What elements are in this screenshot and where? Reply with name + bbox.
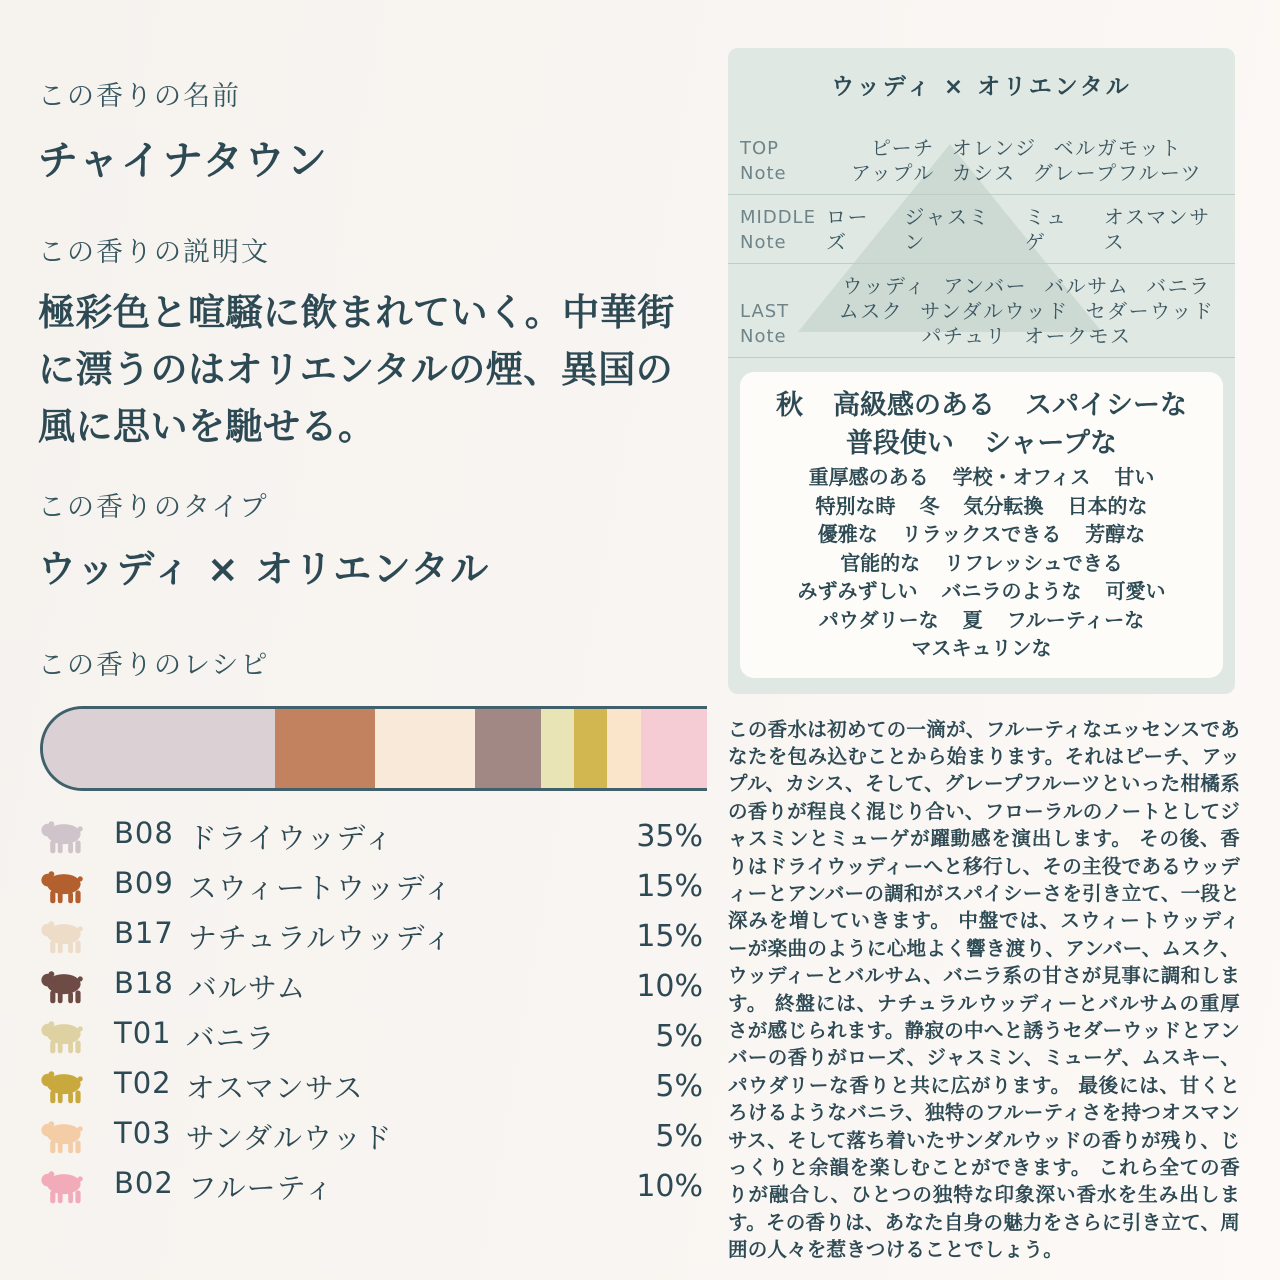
tag-chip[interactable]: 甘い (1114, 465, 1155, 489)
recipe-ingredient-list (38, 811, 703, 1211)
ingredient-percent: 15% (636, 868, 703, 904)
tag-line (750, 387, 1213, 425)
tag-chip[interactable]: 可愛い (1105, 579, 1166, 603)
note-section-top (728, 130, 1235, 195)
ingredient-percent: 5% (655, 1068, 703, 1104)
recipe-row (38, 811, 703, 861)
note-item: ウッディ (842, 274, 927, 298)
note-sub-label: Note (740, 326, 787, 347)
ingredient-code: T02 (114, 1065, 172, 1100)
note-item: オレンジ (951, 136, 1037, 160)
note-label-block (740, 136, 826, 186)
ingredient-code: B18 (114, 965, 174, 1000)
tag-chip[interactable]: 夏 (962, 607, 983, 632)
note-line (826, 299, 1227, 324)
note-item: オスマンサス (1103, 205, 1211, 254)
recipe-row (38, 1111, 703, 1161)
ingredient-code: B08 (114, 815, 174, 850)
note-stage-label: LAST (740, 301, 790, 322)
ingredient-percent: 10% (636, 968, 703, 1004)
tag-chip[interactable]: リフレッシュできる (944, 550, 1123, 575)
note-line (826, 274, 1227, 299)
ingredient-name: スウィートウッディ (187, 870, 454, 905)
recipe-ratio-bar (40, 706, 707, 791)
fragrance-name-label: この香りの名前 (38, 81, 241, 112)
notes-panel-title: ウッディ × オリエンタル (831, 74, 1132, 100)
ingredient-percent: 5% (655, 1018, 703, 1054)
note-item: パチュリ (921, 324, 1007, 348)
note-section-last (728, 264, 1235, 358)
bear-icon (38, 1118, 88, 1155)
tag-chip[interactable]: 優雅な (817, 522, 878, 546)
recipe-bar-segment (475, 709, 541, 788)
note-label-block (740, 205, 826, 255)
ingredient-name: フルーティ (187, 1170, 335, 1205)
tag-chip[interactable]: 芳醇な (1085, 522, 1146, 546)
tag-chip[interactable]: 重厚感のある (808, 465, 929, 489)
recipe-row (38, 1011, 703, 1061)
ingredient-label (114, 1166, 583, 1207)
ingredient-percent: 35% (636, 818, 703, 854)
tag-chip[interactable]: マスキュリンな (911, 636, 1052, 660)
note-stage-label: TOP (740, 138, 780, 159)
note-sub-label: Note (740, 163, 787, 184)
tag-chip[interactable]: 高級感のある (833, 390, 995, 421)
tag-chip[interactable]: バニラのような (941, 579, 1082, 603)
note-stage-label: MIDDLE (740, 207, 816, 228)
tag-chip[interactable]: 秋 (776, 390, 803, 421)
note-lines (826, 205, 1227, 255)
note-lines (826, 136, 1227, 186)
bear-icon (38, 818, 88, 855)
ingredient-code: T03 (114, 1115, 172, 1150)
tag-chip[interactable]: シャープな (983, 428, 1118, 459)
bear-icon (38, 868, 88, 905)
recipe-bar-segment (574, 709, 607, 788)
recipe-bar-segment (275, 709, 375, 788)
note-line (826, 324, 1227, 349)
fragrance-name: チャイナタウン (38, 138, 329, 184)
note-item: セダーウッド (1085, 299, 1215, 323)
ingredient-label (114, 866, 583, 907)
tag-line (750, 549, 1213, 578)
ingredient-label (114, 1016, 583, 1057)
recipe-row (38, 911, 703, 961)
recipe-row (38, 1161, 703, 1211)
note-item: アップル (850, 161, 935, 185)
fragrance-type: ウッディ × オリエンタル (38, 547, 490, 591)
ingredient-code: B17 (114, 915, 174, 950)
ingredient-label (114, 966, 583, 1007)
tag-chip[interactable]: フルーティーな (1006, 607, 1145, 632)
note-line (826, 161, 1227, 186)
recipe-bar-segment (541, 709, 574, 788)
ingredient-name: バニラ (185, 1020, 276, 1055)
tag-line (750, 520, 1213, 549)
note-item: ジャスミン (904, 205, 990, 254)
tag-chip[interactable]: パウダリーな (818, 607, 939, 632)
ingredient-label (114, 1066, 583, 1107)
tag-line (750, 425, 1213, 463)
note-item: サンダルウッド (920, 299, 1069, 323)
tag-line (750, 634, 1213, 663)
recipe-row (38, 1061, 703, 1111)
tag-line (750, 463, 1213, 492)
ingredient-percent: 10% (636, 1168, 703, 1204)
tag-chip[interactable]: 普段使い (845, 428, 954, 459)
recipe-bar-segment (375, 709, 475, 788)
note-label-block (740, 299, 826, 349)
note-lines (826, 274, 1227, 349)
tag-chip[interactable]: 日本的な (1067, 493, 1148, 518)
tag-chip[interactable]: 特別な時 (815, 493, 896, 518)
tag-chip[interactable]: 気分転換 (963, 493, 1044, 518)
note-sub-label: Note (740, 232, 787, 253)
ingredient-code: B02 (114, 1165, 174, 1200)
note-item: オークモス (1023, 324, 1132, 348)
note-line (826, 136, 1227, 161)
ingredient-percent: 15% (636, 918, 703, 954)
tag-line (750, 606, 1213, 635)
ingredient-name: ナチュラルウッディ (187, 920, 454, 955)
recipe-bar-segment (641, 709, 707, 788)
note-item: ムスク (838, 299, 904, 323)
bear-icon (38, 1018, 88, 1055)
note-line (826, 205, 1227, 255)
ingredient-code: T01 (114, 1015, 172, 1050)
note-item: ミュゲ (1024, 205, 1068, 254)
ingredient-name: バルサム (187, 970, 307, 1005)
note-item: ベルガモット (1053, 136, 1183, 160)
recipe-bar-segment (607, 709, 640, 788)
note-item: グレープフルーツ (1032, 161, 1203, 185)
note-section-middle (728, 195, 1235, 264)
notes-panel (728, 48, 1235, 694)
note-item: ローズ (826, 205, 869, 254)
fragrance-type-label: この香りのタイプ (38, 492, 269, 523)
fragrance-recipe-label: この香りのレシピ (38, 650, 270, 681)
tag-chip[interactable]: みずみずしい (797, 579, 918, 603)
note-sections (728, 130, 1235, 358)
note-item: ピーチ (870, 136, 935, 160)
recipe-bar-segment (43, 709, 275, 788)
ingredient-label (114, 1116, 583, 1157)
tag-line (750, 492, 1213, 521)
tags-card (740, 372, 1223, 678)
tag-chip[interactable]: 学校・オフィス (952, 465, 1091, 489)
ingredient-code: B09 (114, 865, 174, 900)
tag-line (750, 577, 1213, 606)
ingredient-name: ドライウッディ (187, 820, 395, 855)
tag-chip[interactable]: 冬 (919, 493, 940, 518)
note-item: バニラ (1146, 274, 1211, 298)
note-item: アンバー (943, 274, 1028, 298)
note-item: バルサム (1044, 274, 1130, 298)
tag-chip[interactable]: リラックスできる (901, 522, 1062, 546)
fragrance-description: 極彩色と喧騒に飲まれていく。中華街に漂うのはオリエンタルの煙、異国の風に思いを馳せる。 (38, 291, 675, 448)
bear-icon (38, 1068, 88, 1105)
bear-icon (38, 968, 88, 1005)
left-column (38, 0, 708, 1211)
ingredient-label (114, 916, 583, 957)
right-column (728, 48, 1240, 1264)
tag-chip[interactable]: 官能的な (840, 550, 921, 575)
ingredient-name: サンダルウッド (185, 1120, 393, 1155)
bear-icon (38, 918, 88, 955)
ingredient-percent: 5% (655, 1118, 703, 1154)
ingredient-name: オスマンサス (185, 1070, 364, 1105)
note-item: カシス (951, 161, 1016, 185)
bear-icon (38, 1168, 88, 1205)
long-description: この香水は初めての一滴が、フルーティなエッセンスであなたを包み込むことから始まります。それはピーチ、アップル、カシス、そして、グレープフルーツといった柑橘系の香りが程良く混じり合い、フローラルのノートとしてジャスミンとミューゲが躍動感を演出します。 その後、香りはドライウッディーへと移行し、その主役であるウッディーとアンバーの調和がスパイシーさを引き立て、一段と深みを増していきます。 中盤では、スウィートウッディーが楽曲のように心地よく響き渡り、アンバー、ムスク、ウッディーとバルサム、バニラ系の甘さが見事に調和します。 終盤には、ナチュラルウッディーとバルサムの重厚さが感じられます。静寂の中へと誘うセダーウッドとアンバーの香りがローズ、ジャスミン、ミューゲ、ムスキー、パウダリーな香りと共に広がります。 最後には、甘くとろけるようなバニラ、独特のフルーティさを持つオスマンサス、そして落ち着いたサンダルウッドの香りが残り、じっくりと余韻を楽しむことができます。 これら全ての香りが融合し、ひとつの独特な印象深い香水を生み出します。その香りは、あなた自身の魅力をさらに引き立て、周囲の人々を惹きつけることでしょう。 (728, 717, 1240, 1262)
fragrance-description-label: この香りの説明文 (38, 237, 270, 268)
tag-chip[interactable]: スパイシーな (1025, 390, 1187, 421)
recipe-row (38, 861, 703, 911)
ingredient-label (114, 816, 583, 857)
recipe-row (38, 961, 703, 1011)
